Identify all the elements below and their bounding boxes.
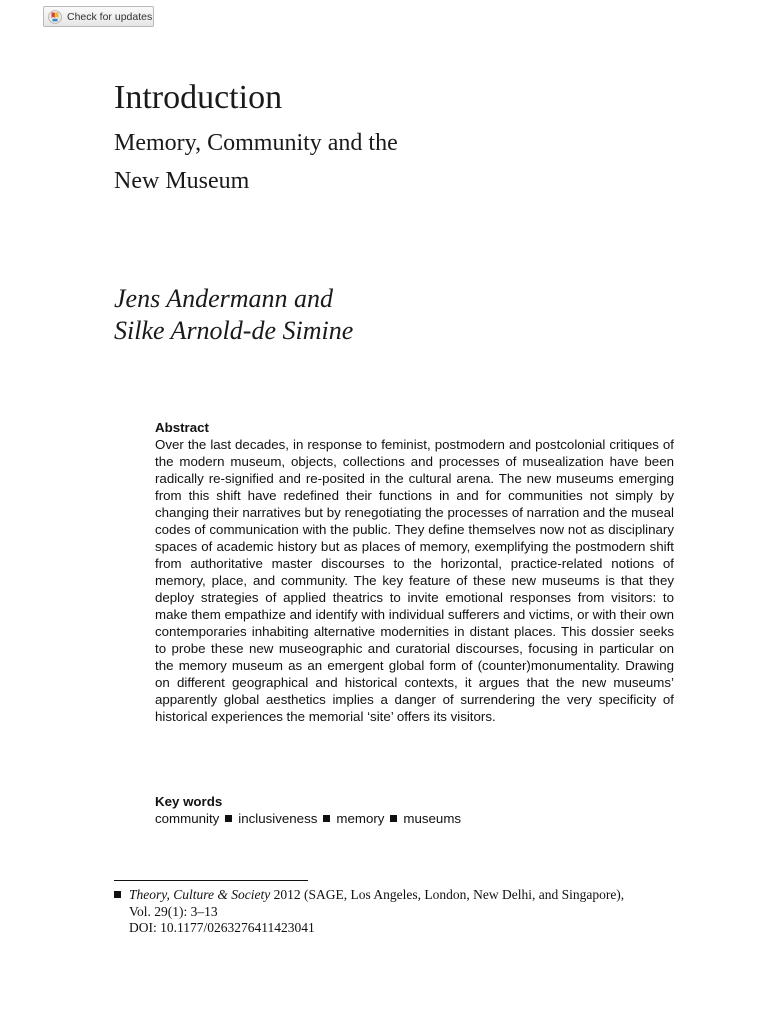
doi: DOI: 10.1177/0263276411423041 (129, 920, 315, 935)
keyword-item: museums (403, 811, 462, 826)
keywords-list (155, 810, 674, 827)
author-line: Silke Arnold-de Simine (114, 316, 354, 345)
square-bullet-icon (323, 815, 330, 822)
subtitle-line: New Museum (114, 168, 250, 194)
check-for-updates-button[interactable] (43, 6, 154, 27)
publisher-info: 2012 (SAGE, Los Angeles, London, New Delhi, and Singapore), (270, 887, 625, 902)
article-title: Introduction (114, 79, 283, 116)
abstract-heading: Abstract (155, 420, 209, 435)
keywords-heading: Key words (155, 794, 223, 809)
square-bullet-icon (390, 815, 397, 822)
check-for-updates-label: Check for updates (67, 10, 153, 23)
abstract-body: Over the last decades, in response to feminist, postmodern and postcolonial critiques of the modern museum, objects, collections and processes of musealization have been radically re-signified and re-posited in the cultural arena. The new museums emerging from this shift have redefined their functions in and for communities not simply by changing their narratives but by renegotiating the processes of narration and the museal codes of communication with the public. They define themselves now not as disciplinary spaces of academic history but as places of memory, exemplifying the postmodern shift from authoritative master discourses to the horizontal, practice-related notions of memory, place, and community. The key feature of these new museums is that they deploy strategies of applied theatrics to invite emotional responses from visitors: to make them empathize and identify with individual sufferers and victims, or with their own contemporaries inhabiting alternative modernities in distant places. This dossier seeks to probe these new museographic and curatorial discourses, focusing in particular on the memory museum as an emergent global form of (counter)monumentality. Drawing on different geographical and historical contexts, it argues that the new museums’ apparently global aesthetics implies a danger of surrendering the very specificity of historical experiences the memorial ‘site’ offers its visitors. (155, 437, 674, 724)
author-line: Jens Andermann and (114, 284, 334, 313)
square-bullet-icon (114, 891, 121, 898)
article-authors (114, 283, 534, 347)
journal-name: Theory, Culture & Society (129, 887, 271, 902)
keywords-section (155, 793, 674, 827)
article-subtitle (114, 124, 534, 200)
crossmark-icon (48, 10, 62, 24)
volume-info: Vol. 29(1): 3–13 (129, 903, 218, 919)
footnote-divider (114, 880, 308, 881)
subtitle-line: Memory, Community and the (114, 130, 398, 156)
keyword-item: community (155, 811, 220, 826)
abstract-section (155, 419, 674, 725)
keyword-item: memory (336, 811, 385, 826)
citation-footnote (114, 887, 676, 937)
square-bullet-icon (225, 815, 232, 822)
citation-line (129, 887, 676, 904)
keyword-item: inclusiveness (238, 811, 318, 826)
